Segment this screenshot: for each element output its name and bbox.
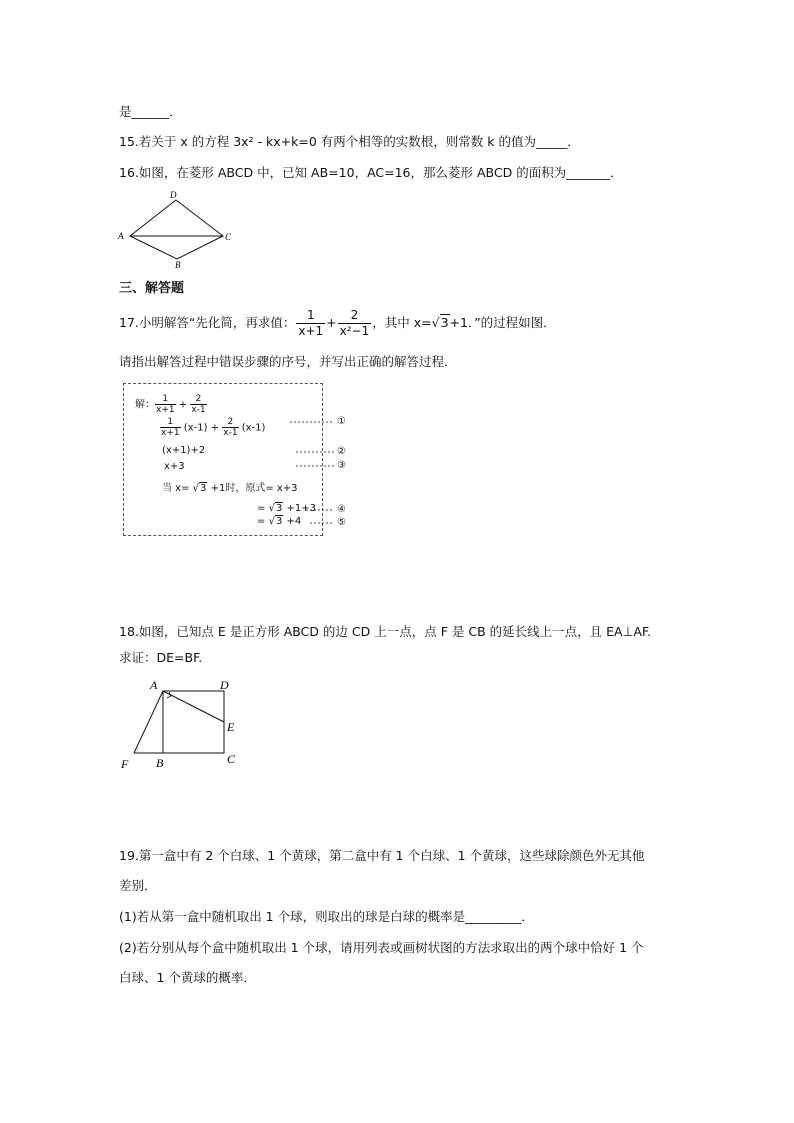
solution-step-2: (x+1)+2 <box>162 445 206 456</box>
square-figure <box>116 674 246 774</box>
question-17-instruction: 请指出解答过程中错误步骤的序号，并写出正确的解答过程． <box>119 354 457 369</box>
question-16: 16.如图，在菱形 ABCD 中，已知 AB=10，AC=16，那么菱形 ABCD 的面积为_______． <box>119 165 623 180</box>
s-frac-b-num: 2 <box>190 394 206 405</box>
s-frac-b-den: x-1 <box>191 405 206 415</box>
question-19-part-2: (2)若分别从每个盒中随机取出 1 个球，请用列表或画树状图的方法求取出的两个球中恰好 1 个 <box>119 940 644 955</box>
question-15: 15.若关于 x 的方程 3x² - kx+k=0 有两个相等的实数根，则常数 k 的值为_____． <box>119 134 580 149</box>
question-19-part-1: (1)若从第一盒中随机取出 1 个球，则取出的球是白球的概率是_________． <box>119 909 534 924</box>
continued-answer-line: 是______． <box>119 104 182 119</box>
label-b: B <box>175 260 181 270</box>
s-step4-post: +1时，原式= x+3 <box>207 483 298 494</box>
sqrt-radicand: 3 <box>440 315 449 330</box>
s-frac-c-den: x+1 <box>161 428 180 438</box>
label-f: F <box>121 757 129 771</box>
step-marker-1: ① <box>337 416 346 427</box>
step-marker-4: ④ <box>337 504 346 515</box>
fraction-1-den: x+1 <box>298 324 324 338</box>
label-d: D <box>170 190 177 200</box>
label-d: D <box>220 678 229 692</box>
s-sqrt-b: √3 <box>268 503 283 514</box>
question-19: 19.第一盒中有 2 个白球、1 个黄球，第二盒中有 1 个白球、1 个黄球，这些球除颜色外无其他 <box>119 848 645 863</box>
s-sqrt-b-rad: 3 <box>275 503 283 514</box>
s-plus-b: + <box>210 422 220 434</box>
step-marker-5: ⑤ <box>337 517 346 528</box>
fraction-2-den: x²−1 <box>339 324 370 338</box>
s-sqrt-c: √3 <box>268 516 283 527</box>
s-step1-a: (x-1) <box>183 422 208 434</box>
s-sqrt-c-rad: 3 <box>275 516 283 527</box>
s-frac-d-den: x-1 <box>223 428 238 438</box>
step-marker-3: ③ <box>337 460 346 471</box>
s-sqrt-a: √3 <box>192 483 207 494</box>
question-19-part-2-cont: 白球、1 个黄球的概率． <box>119 970 256 985</box>
s-plus-a: + <box>178 399 188 411</box>
label-e: E <box>227 720 235 734</box>
q17-mid: ，其中 x= <box>372 315 432 330</box>
label-a: A <box>118 231 124 241</box>
s-step5-post: +1+3 <box>283 503 316 514</box>
s-frac-c-num: 1 <box>160 417 181 428</box>
label-c: C <box>227 752 236 766</box>
q17-prefix: 17.小明解答“先化简，再求值： <box>119 315 296 330</box>
fraction-1-num: 1 <box>296 308 325 324</box>
label-a: A <box>150 678 158 692</box>
s-step4-pre: 当 x= <box>162 483 193 494</box>
s-step6-post: +4 <box>283 516 302 527</box>
label-c: C <box>225 232 232 242</box>
s-frac-d-num: 2 <box>222 417 238 428</box>
q17-post: +1．”的过程如图． <box>449 315 556 330</box>
solution-label: 解： <box>135 399 155 411</box>
solution-step-3: x+3 <box>164 461 185 472</box>
section-heading: 三、解答题 <box>119 281 185 296</box>
label-b: B <box>156 756 164 770</box>
s-step1-b: (x-1) <box>241 422 266 434</box>
s-step5-eq: = <box>257 503 269 514</box>
s-step6-eq: = <box>257 516 269 527</box>
question-18: 18.如图，已知点 E 是正方形 ABCD 的边 CD 上一点，点 F 是 CB 的延长线上一点，且 EA⊥AF. <box>119 624 652 639</box>
question-18-prove: 求证：DE=BF. <box>119 650 203 665</box>
fraction-2-num: 2 <box>338 308 372 324</box>
s-frac-a-den: x+1 <box>156 405 175 415</box>
step-marker-2: ② <box>337 446 346 457</box>
plus-sign: + <box>326 315 337 330</box>
question-19-cont: 差别． <box>119 878 157 893</box>
s-sqrt-a-rad: 3 <box>200 483 207 494</box>
s-frac-a-num: 1 <box>155 394 176 405</box>
sqrt-3: √3 <box>431 315 449 330</box>
